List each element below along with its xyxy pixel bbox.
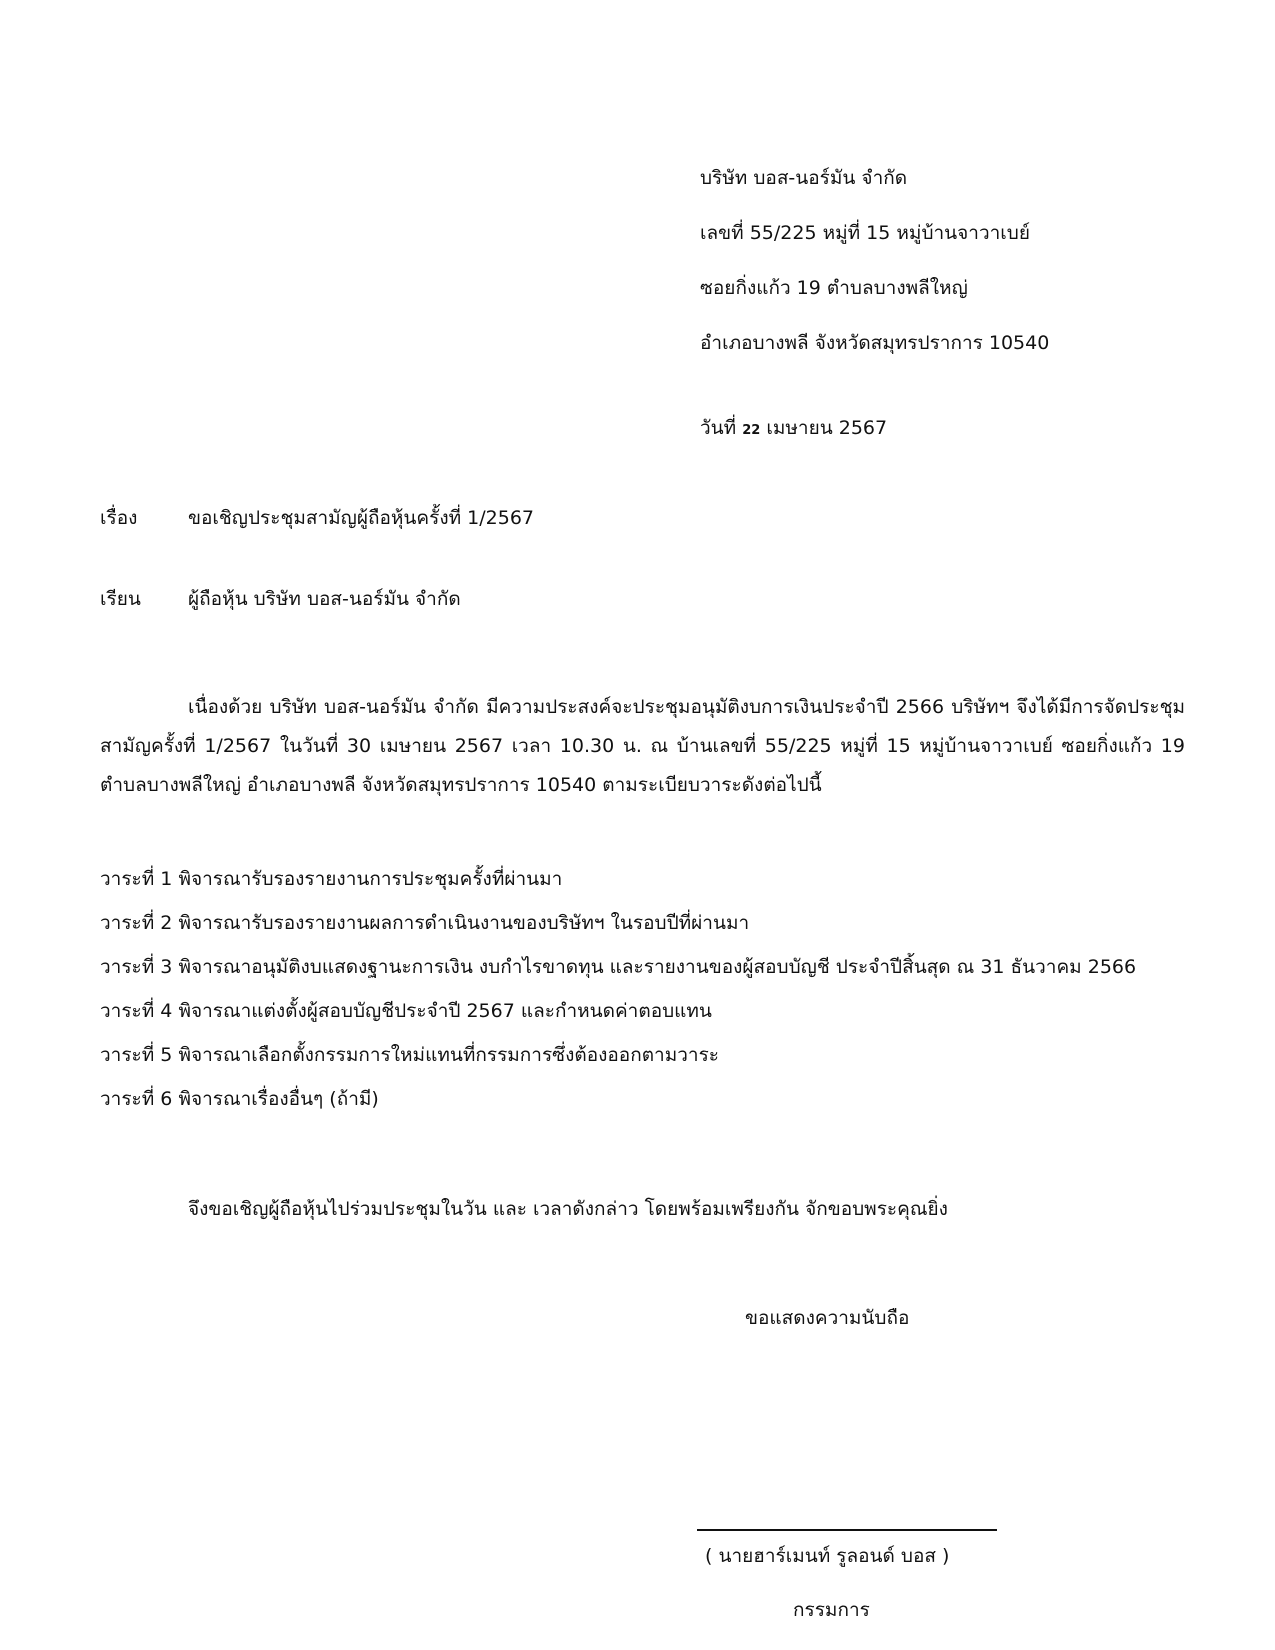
agenda-item: วาระที่ 1 พิจารณารับรองรายงานการประชุมครั้งที่ผ่านมา [100,868,563,890]
signatory-name: ( นายฮาร์เมนท์ รูลอนด์ บอส ) [705,1545,950,1567]
agenda-item: วาระที่ 3 พิจารณาอนุมัติงบแสดงฐานะการเงิน งบกำไรขาดทุน และรายงานของผู้สอบบัญชี ประจำปีสิ้นสุด ณ 31 ธันวาคม 2566 [100,956,1137,978]
agenda-item: วาระที่ 5 พิจารณาเลือกตั้งกรรมการใหม่แทนที่กรรมการซึ่งต้องออกตามวาระ [100,1044,719,1066]
sender-address-line-1: เลขที่ 55/225 หมู่ที่ 15 หมู่บ้านจาวาเบย์ [700,222,1030,244]
letter-date [700,413,887,443]
signatory-position: กรรมการ [793,1599,870,1621]
recipient-label: เรียน [100,588,141,610]
date-prefix: วันที่ [700,417,737,439]
date-month-year: เมษายน 2567 [766,417,888,439]
intro-paragraph: เนื่องด้วย บริษัท บอส-นอร์มัน จำกัด มีความประสงค์จะประชุมอนุมัติงบการเงินประจำปี 2566 บริษัทฯ จึงได้มีการจัดประชุมสามัญครั้งที่ 1/2567 ในวันที่ 30 เมษายน 2567 เวลา 10.30 น. ณ บ้านเลขที่ 55/225 หมู่ที่ 15 หมู่บ้านจาวาเบย์ ซอยกิ่งแก้ว 19 ตำบลบางพลีใหญ่ อำเภอบางพลี จังหวัดสมุทรปราการ 10540 ตามระเบียบวาระดังต่อไปนี้ [100,696,1185,796]
sender-address-line-3: อำเภอบางพลี จังหวัดสมุทรปราการ 10540 [700,332,1050,354]
agenda-item: วาระที่ 4 พิจารณาแต่งตั้งผู้สอบบัญชีประจำปี 2567 และกำหนดค่าตอบแทน [100,1000,712,1022]
recipient-text: ผู้ถือหุ้น บริษัท บอส-นอร์มัน จำกัด [188,588,461,610]
subject-text: ขอเชิญประชุมสามัญผู้ถือหุ้นครั้งที่ 1/2567 [188,507,535,529]
agenda-item: วาระที่ 6 พิจารณาเรื่องอื่นๆ (ถ้ามี) [100,1088,379,1110]
agenda-item: วาระที่ 2 พิจารณารับรองรายงานผลการดำเนินงานของบริษัทฯ ในรอบปีที่ผ่านมา [100,912,750,934]
signature-line [697,1529,997,1531]
sender-company: บริษัท บอส-นอร์มัน จำกัด [700,167,908,189]
date-day: 22 [742,423,761,438]
subject-label: เรื่อง [100,507,138,529]
sender-address-line-2: ซอยกิ่งแก้ว 19 ตำบลบางพลีใหญ่ [700,277,968,299]
closing-regards: ขอแสดงความนับถือ [745,1307,910,1329]
closing-paragraph: จึงขอเชิญผู้ถือหุ้นไปร่วมประชุมในวัน และ เวลาดังกล่าว โดยพร้อมเพรียงกัน จักขอบพระคุณยิ่ง [188,1198,948,1220]
